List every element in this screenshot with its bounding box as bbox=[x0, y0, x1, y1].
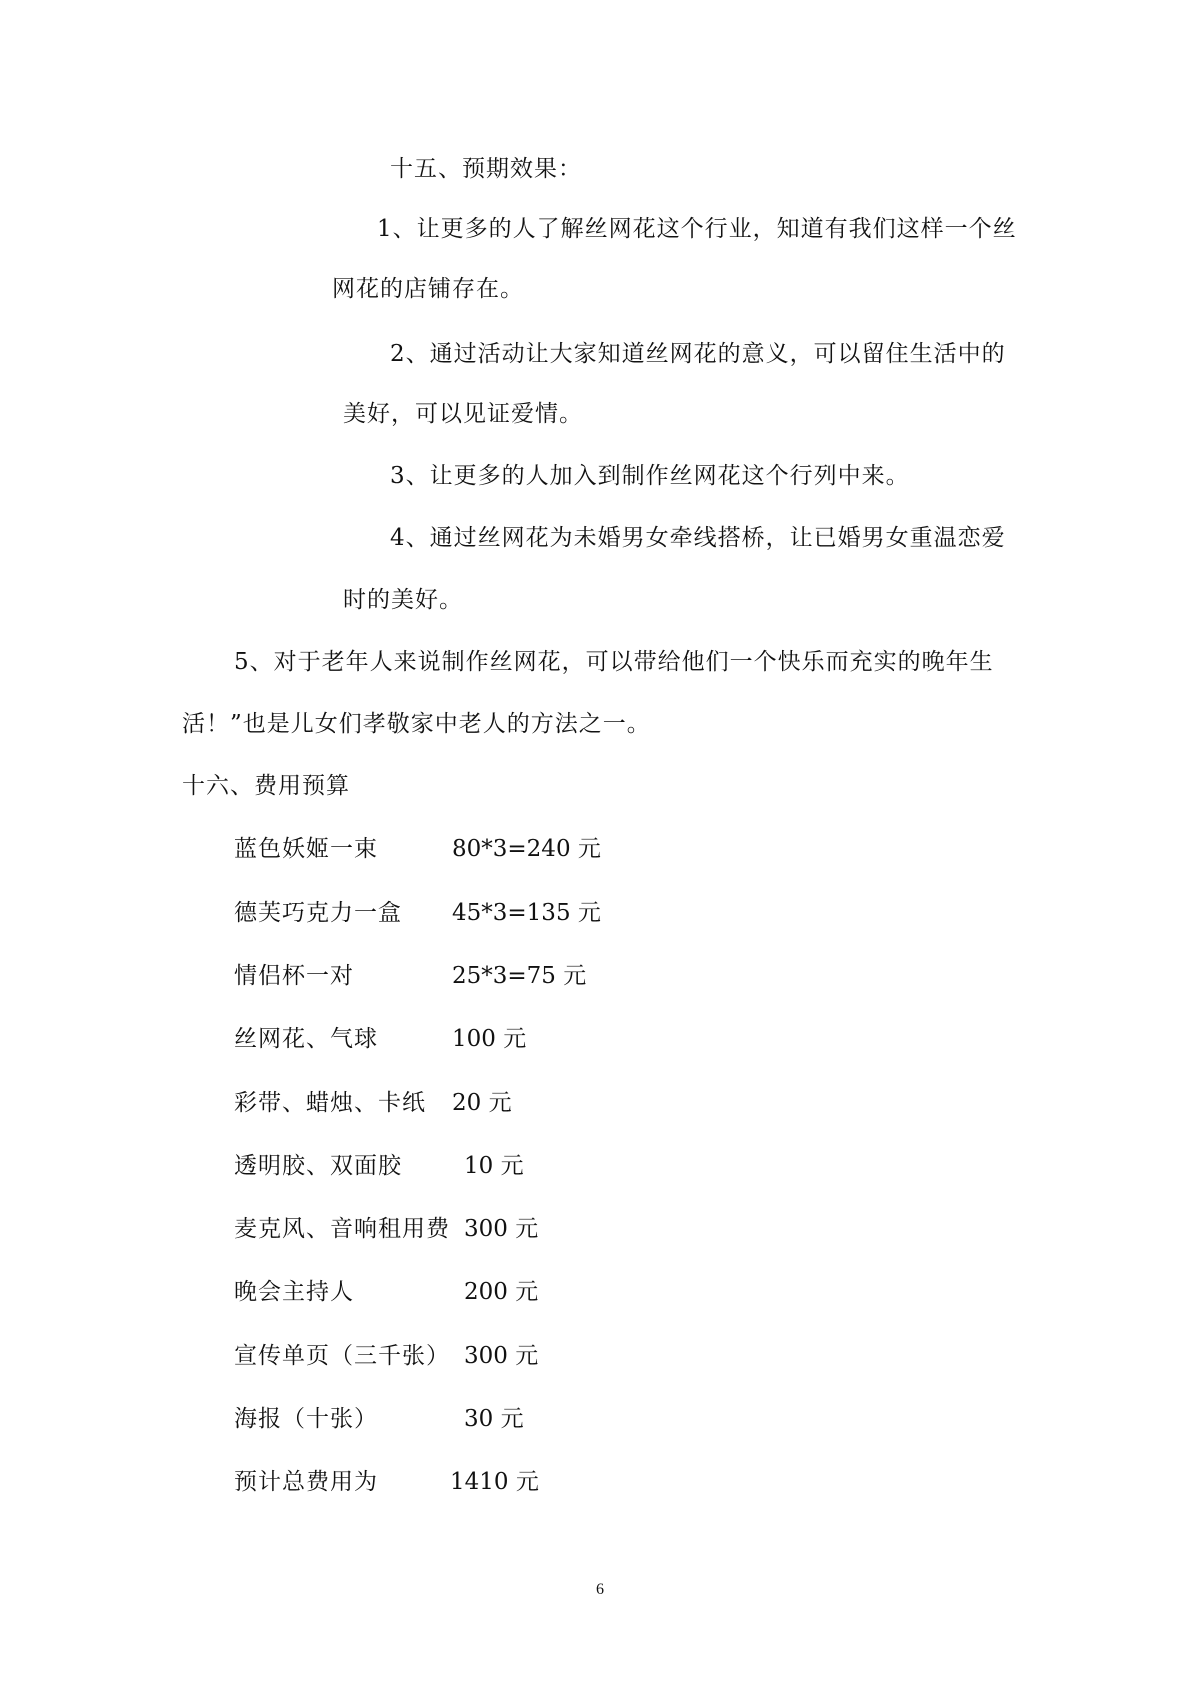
expected-effect-1-line-2: 网花的店铺存在。 bbox=[332, 276, 524, 302]
expected-effect-5-line-1: 5、对于老年人来说制作丝网花，可以带给他们一个快乐而充实的晚年生 bbox=[234, 649, 994, 675]
expected-effect-4-line-2: 时的美好。 bbox=[343, 587, 463, 613]
budget-item-amount: 100 元 bbox=[452, 1026, 527, 1052]
expected-effect-1-line-1: 1、让更多的人了解丝网花这个行业，知道有我们这样一个丝 bbox=[377, 216, 1017, 242]
budget-item-name: 透明胶、双面胶 bbox=[234, 1153, 402, 1179]
budget-item-amount: 200 元 bbox=[464, 1279, 539, 1305]
budget-item-amount: 45*3=135 元 bbox=[452, 900, 601, 926]
section-15-heading: 十五、预期效果： bbox=[390, 156, 582, 182]
expected-effect-5-line-2: 活！”也是儿女们孝敬家中老人的方法之一。 bbox=[182, 711, 651, 737]
budget-item-amount: 25*3=75 元 bbox=[452, 963, 587, 989]
expected-effect-2-line-2: 美好，可以见证爱情。 bbox=[343, 401, 583, 427]
budget-item-name: 彩带、蜡烛、卡纸 bbox=[234, 1090, 426, 1116]
budget-item-name: 蓝色妖姬一束 bbox=[234, 836, 378, 862]
budget-item-amount: 80*3=240 元 bbox=[452, 836, 601, 862]
budget-item-amount: 10 元 bbox=[464, 1153, 524, 1179]
budget-item-name: 海报（十张） bbox=[234, 1406, 378, 1432]
budget-item-amount: 20 元 bbox=[452, 1090, 512, 1116]
section-16-heading: 十六、费用预算 bbox=[182, 773, 350, 799]
budget-item-amount: 300 元 bbox=[464, 1216, 539, 1242]
expected-effect-4-line-1: 4、通过丝网花为未婚男女牵线搭桥，让已婚男女重温恋爱 bbox=[390, 525, 1006, 551]
budget-item-name: 情侣杯一对 bbox=[234, 963, 354, 989]
budget-item-name: 丝网花、气球 bbox=[234, 1026, 378, 1052]
budget-item-name: 晚会主持人 bbox=[234, 1279, 354, 1305]
budget-item-amount: 300 元 bbox=[464, 1343, 539, 1369]
budget-item-name: 宣传单页（三千张） bbox=[234, 1343, 450, 1369]
budget-total-label: 预计总费用为 bbox=[234, 1469, 378, 1495]
expected-effect-2-line-1: 2、通过活动让大家知道丝网花的意义，可以留住生活中的 bbox=[390, 341, 1006, 367]
expected-effect-3-line-1: 3、让更多的人加入到制作丝网花这个行列中来。 bbox=[390, 463, 910, 489]
page-number: 6 bbox=[596, 1581, 604, 1598]
budget-total-amount: 1410 元 bbox=[450, 1469, 539, 1495]
budget-item-name: 德芙巧克力一盒 bbox=[234, 900, 402, 926]
budget-item-amount: 30 元 bbox=[464, 1406, 524, 1432]
budget-item-name: 麦克风、音响租用费 bbox=[234, 1216, 450, 1242]
